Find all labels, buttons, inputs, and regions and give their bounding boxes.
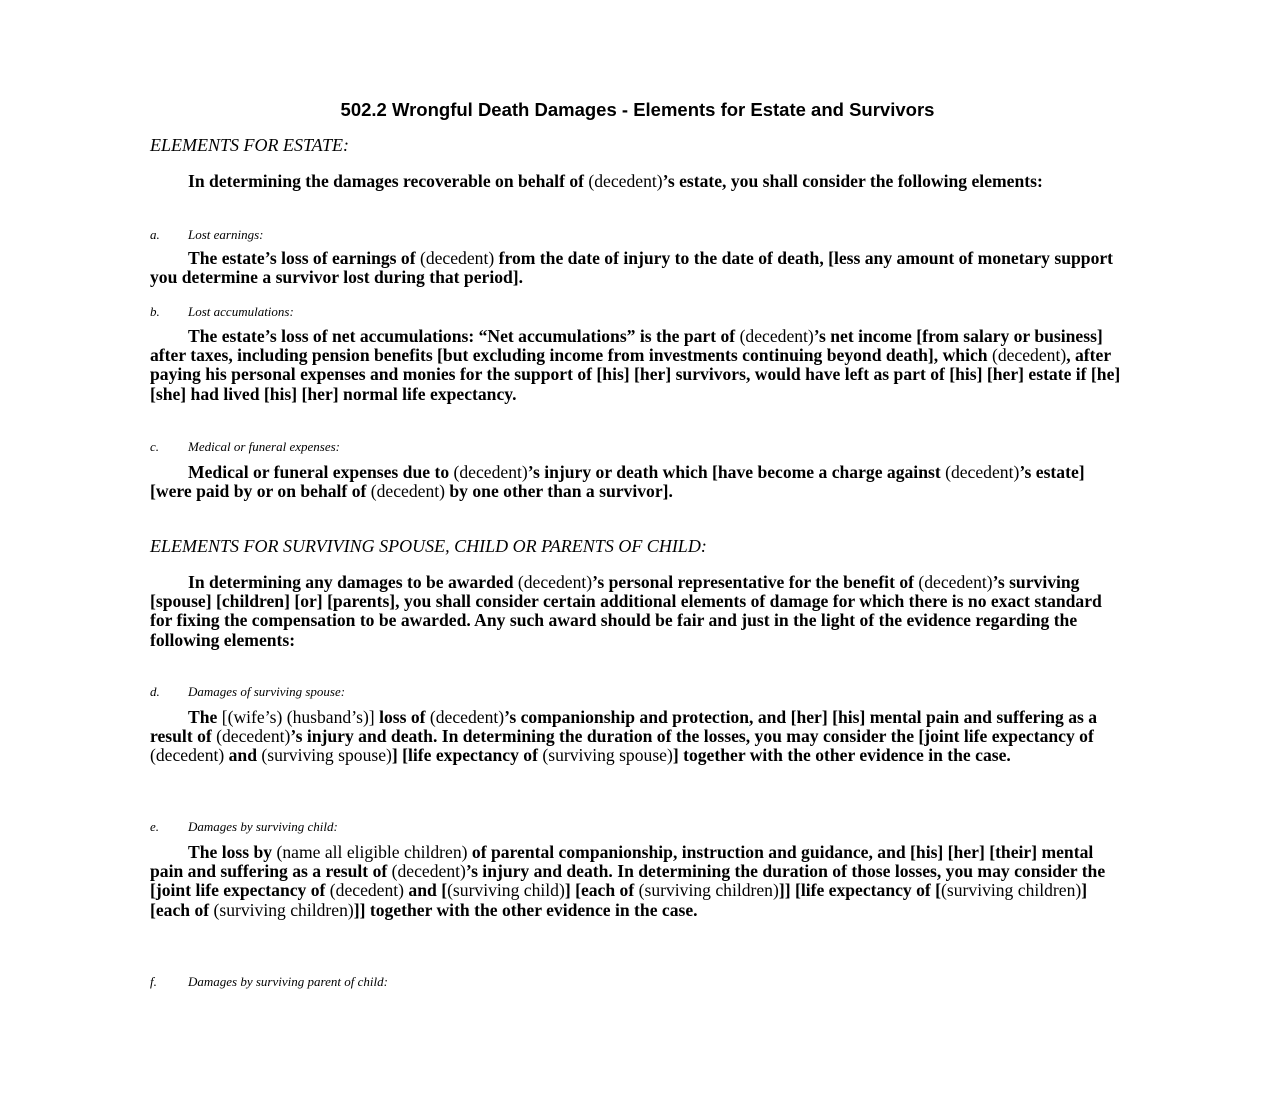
body-text: ’s surviving [spouse] [children] [or] [parents], you shall consider certain additional elements of damage for which there is no exact standard for fixing the compensation to be awarded. Any such award should be fair and just in the light of the evidence regarding the following elements: <box>150 572 1102 650</box>
body-text: The estate’s loss of earnings of <box>188 248 420 268</box>
placeholder-text: (decedent) <box>429 707 505 727</box>
item-b-label <box>150 304 1150 320</box>
item-f-letter: f. <box>150 974 157 989</box>
body-text: ]] [life expectancy of [ <box>778 880 942 901</box>
placeholder-text: (surviving children) <box>638 880 779 901</box>
body-text: ’s injury and death. In determining the duration of the losses, you may consider the [joint life expectancy of <box>290 726 1094 747</box>
placeholder-text: (decedent) <box>150 745 225 766</box>
placeholder-text: (decedent) <box>329 880 405 901</box>
item-b-letter: b. <box>150 304 160 319</box>
survivor-heading: ELEMENTS FOR SURVIVING SPOUSE, CHILD OR PARENTS OF CHILD: <box>150 536 707 556</box>
placeholder-text: (surviving children) <box>213 899 354 920</box>
body-text: by one other than a survivor]. <box>444 481 673 502</box>
placeholder-text: (decedent) <box>216 726 291 747</box>
placeholder-text: (decedent) <box>991 345 1067 366</box>
item-d-label-text: Damages of surviving spouse: <box>188 684 346 699</box>
placeholder-text: (surviving spouse) <box>261 745 392 766</box>
item-a-letter: a. <box>150 227 160 242</box>
body-text: In determining the damages recoverable on behalf of <box>188 171 589 191</box>
survivor-intro <box>150 573 1125 650</box>
body-text: ] [each of <box>564 880 639 901</box>
body-text: ] [each of <box>150 880 1088 920</box>
item-e-label <box>150 819 1150 835</box>
body-text: loss of <box>374 707 430 727</box>
placeholder-text: (decedent) <box>739 326 814 346</box>
item-d-label <box>150 684 1150 700</box>
placeholder-text: (decedent) <box>918 572 993 592</box>
item-c-label <box>150 439 1150 455</box>
item-c-label-text: Medical or funeral expenses: <box>188 439 340 454</box>
item-c-text <box>150 463 1125 501</box>
body-text: ] together with the other evidence in the case. <box>672 745 1011 766</box>
item-c-letter: c. <box>150 439 160 454</box>
placeholder-text: (decedent) <box>517 572 593 592</box>
item-b-text <box>150 327 1125 404</box>
body-text: ]] together with the other evidence in the case. <box>353 899 698 920</box>
body-text: from the date of injury to the date of death, [less any amount of monetary support you determine a survivor lost during that period]. <box>150 248 1114 288</box>
body-text: ’s estate] [were paid by or on behalf of <box>150 462 1085 502</box>
body-text: , after paying his personal expenses and monies for the support of [his] [her] survivors, would have left as part of [his] [her] estate if [he] [she] had lived [his] [her] normal life expectancy. <box>150 345 1121 404</box>
body-text: ] [life expectancy of <box>391 745 543 766</box>
body-text: The estate’s loss of net accumulations: “Net accumulations” is the part of <box>188 326 740 346</box>
item-e-text <box>150 843 1125 920</box>
placeholder-text: (surviving child) <box>447 880 565 901</box>
estate-heading: ELEMENTS FOR ESTATE: <box>150 135 349 155</box>
body-text: In determining any damages to be awarded <box>188 572 518 592</box>
body-text: ’s personal representative for the benefit of <box>592 572 919 592</box>
body-text: ’s injury and death. In determining the duration of those losses, you may consider the [joint life expectancy of <box>150 861 1106 901</box>
body-text: The <box>188 707 222 727</box>
item-a-label-text: Lost earnings: <box>188 227 264 242</box>
estate-intro <box>150 172 1125 191</box>
placeholder-text: (surviving spouse) <box>542 745 673 766</box>
body-text: The loss by <box>188 842 277 862</box>
item-e-label-text: Damages by surviving child: <box>188 819 338 834</box>
placeholder-text: (decedent) <box>419 248 495 268</box>
item-a-label <box>150 227 1150 243</box>
placeholder-text: (decedent) <box>391 861 466 882</box>
body-text: of parental companionship, instruction and guidance, and [his] [her] [their] mental pain and suffering as a result of <box>150 842 1094 882</box>
page-title: 502.2 Wrongful Death Damages - Elements for Estate and Survivors <box>340 99 935 120</box>
item-f-label <box>150 974 1150 990</box>
item-a-text <box>150 249 1125 287</box>
placeholder-text: (decedent) <box>370 481 445 502</box>
placeholder-text: (name all eligible children) <box>276 842 468 862</box>
item-b-label-text: Lost accumulations: <box>188 304 294 319</box>
item-d-text <box>150 708 1125 766</box>
placeholder-text: (surviving children) <box>941 880 1082 901</box>
placeholder-text: (decedent) <box>588 171 663 191</box>
body-text: Medical or funeral expenses due to <box>188 462 454 482</box>
body-text: ’s net income [from salary or business] after taxes, including pension benefits [but excluding income from investments continuing beyond death], which <box>150 326 1103 366</box>
body-text: ’s estate, you shall consider the following elements: <box>662 171 1043 191</box>
body-text: ’s companionship and protection, and [her] [his] mental pain and suffering as a result of <box>150 707 1098 747</box>
item-e-letter: e. <box>150 819 160 834</box>
item-d-letter: d. <box>150 684 160 699</box>
body-text: ’s injury or death which [have become a charge against <box>527 462 946 482</box>
body-text: and [ <box>404 880 448 901</box>
placeholder-text: (decedent) <box>945 462 1020 482</box>
placeholder-text: (decedent) <box>453 462 528 482</box>
item-f-label-text: Damages by surviving parent of child: <box>188 974 388 989</box>
placeholder-text: [(wife’s) (husband’s)] <box>221 707 375 727</box>
body-text: and <box>224 745 262 766</box>
